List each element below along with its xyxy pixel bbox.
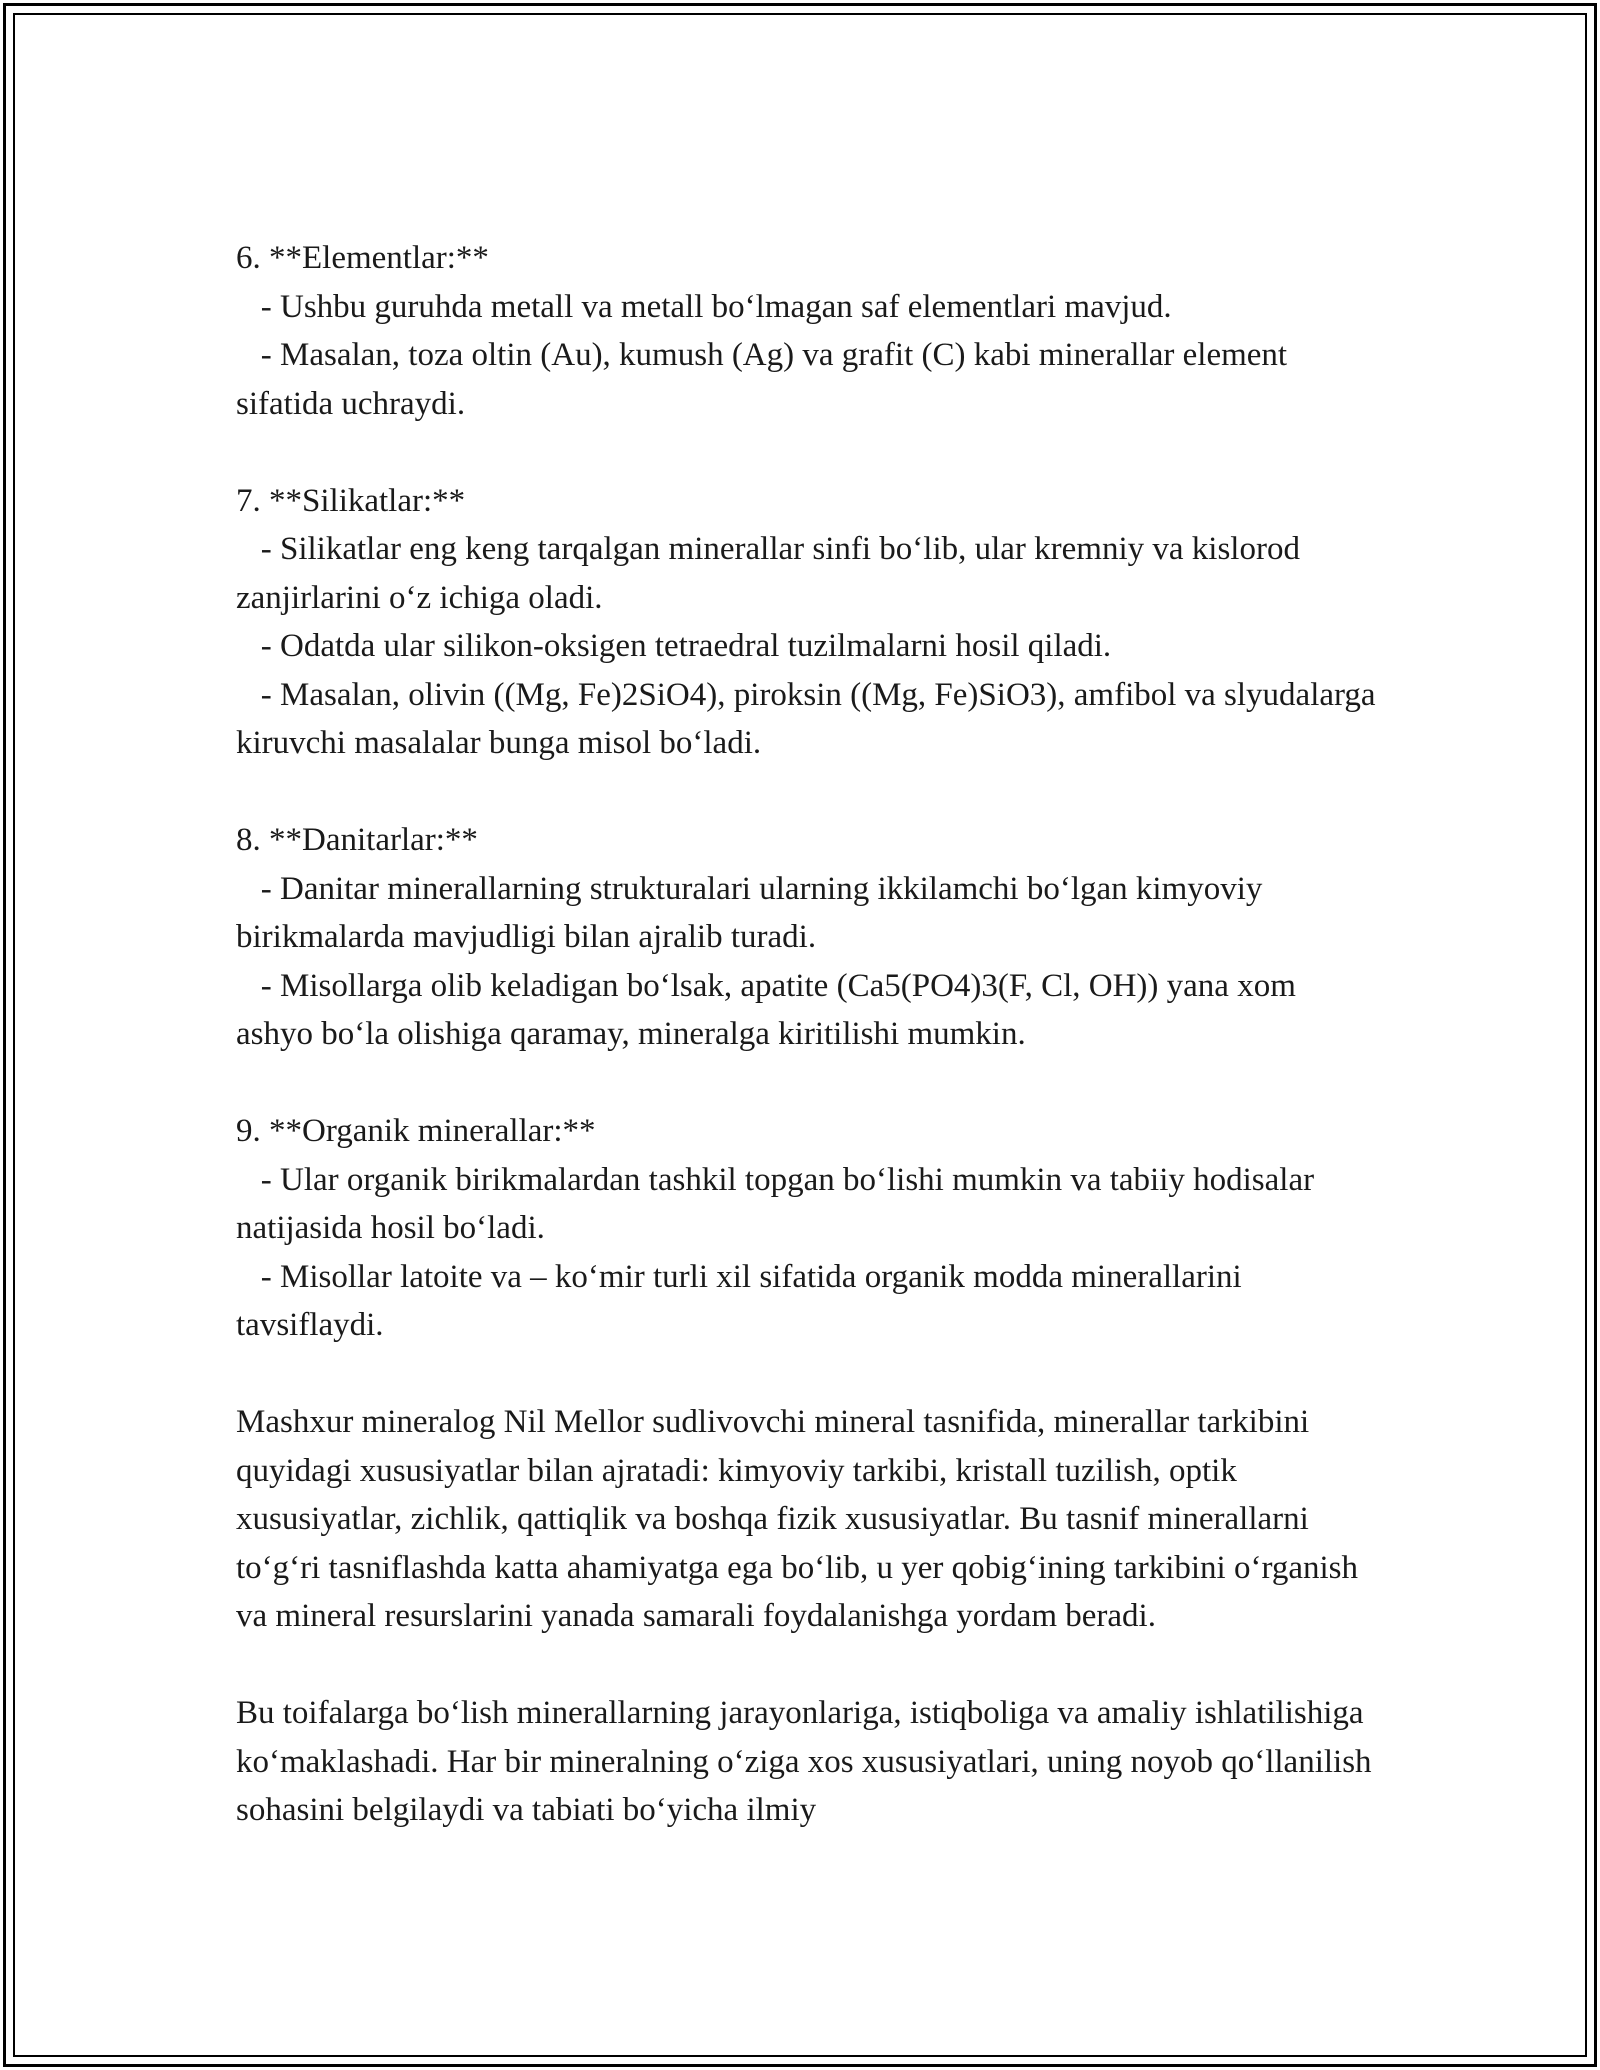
blank-line bbox=[236, 428, 1376, 477]
section-bullet: - Misollarga olib keladigan bo‘lsak, apatite (Ca5(PO4)3(F, Cl, OH)) yana xom ashyo bo‘la olishiga qaramay, mineralga kiritilishi mumkin. bbox=[236, 967, 1305, 1052]
section-elementlar bbox=[236, 234, 1376, 428]
section-bullet: - Ushbu guruhda metall va metall bo‘lmagan saf elementlari mavjud. bbox=[236, 288, 1172, 325]
section-bullet: - Masalan, toza oltin (Au), kumush (Ag) va grafit (C) kabi minerallar element sifatida uchraydi. bbox=[236, 337, 1296, 422]
document-body bbox=[236, 234, 1384, 1835]
section-danitarlar bbox=[236, 816, 1376, 1059]
section-bullet: - Ular organik birikmalardan tashkil topgan bo‘lishi mumkin va tabiiy hodisalar natijasida hosil bo‘ladi. bbox=[236, 1161, 1323, 1246]
body-paragraph: Mashxur mineralog Nil Mellor sudlivovchi mineral tasnifida, minerallar tarkibini quyidagi xususiyatlar bilan ajratadi: kimyoviy tarkibi, kristall tuzilish, optik xususiyatlar, zichlik, qattiqlik va boshqa fizik xususiyatlar. Bu tasnif minerallarni to‘g‘ri tasniflashda katta ahamiyatga ega bo‘lib, u yer qobig‘ining tarkibini o‘rganish va mineral resurslarini yanada samarali foydalanishga yordam beradi. bbox=[236, 1404, 1367, 1634]
section-heading: 7. **Silikatlar:** bbox=[236, 482, 466, 519]
section-bullet: - Odatda ular silikon-oksigen tetraedral tuzilmalarni hosil qiladi. bbox=[236, 628, 1112, 664]
section-heading: 8. **Danitarlar:** bbox=[236, 822, 478, 858]
blank-line bbox=[236, 768, 1376, 817]
blank-line bbox=[236, 1350, 1376, 1399]
body-paragraph: Bu toifalarga bo‘lish minerallarning jarayonlariga, istiqboliga va amaliy ishlatilishiga ko‘maklashadi. Har bir mineralning o‘ziga xos xususiyatlari, uning noyob qo‘llanilish sohasini belgilaydi va tabiati bo‘yicha ilmiy bbox=[236, 1695, 1380, 1828]
section-bullet: - Silikatlar eng keng tarqalgan minerallar sinfi bo‘lib, ular kremniy va kislorod zanjirlarini o‘z ichiga oladi. bbox=[236, 531, 1309, 616]
section-heading: 6. **Elementlar:** bbox=[236, 240, 489, 276]
blank-line bbox=[236, 1641, 1376, 1690]
section-bullet: - Misollar latoite va – ko‘mir turli xil sifatida organik modda minerallarini tavsiflaydi. bbox=[236, 1258, 1250, 1343]
section-silikatlar bbox=[236, 477, 1384, 768]
section-bullet: - Masalan, olivin ((Mg, Fe)2SiO4), piroksin ((Mg, Fe)SiO3), amfibol va slyudalarga kiruvchi masalalar bunga misol bo‘ladi. bbox=[236, 676, 1384, 761]
section-organik-minerallar bbox=[236, 1107, 1376, 1350]
section-heading: 9. **Organik minerallar:** bbox=[236, 1113, 596, 1149]
blank-line bbox=[236, 1059, 1376, 1108]
section-bullet: - Danitar minerallarning strukturalari ularning ikkilamchi bo‘lgan kimyoviy birikmalarda mavjudligi bilan ajralib turadi. bbox=[236, 870, 1271, 955]
